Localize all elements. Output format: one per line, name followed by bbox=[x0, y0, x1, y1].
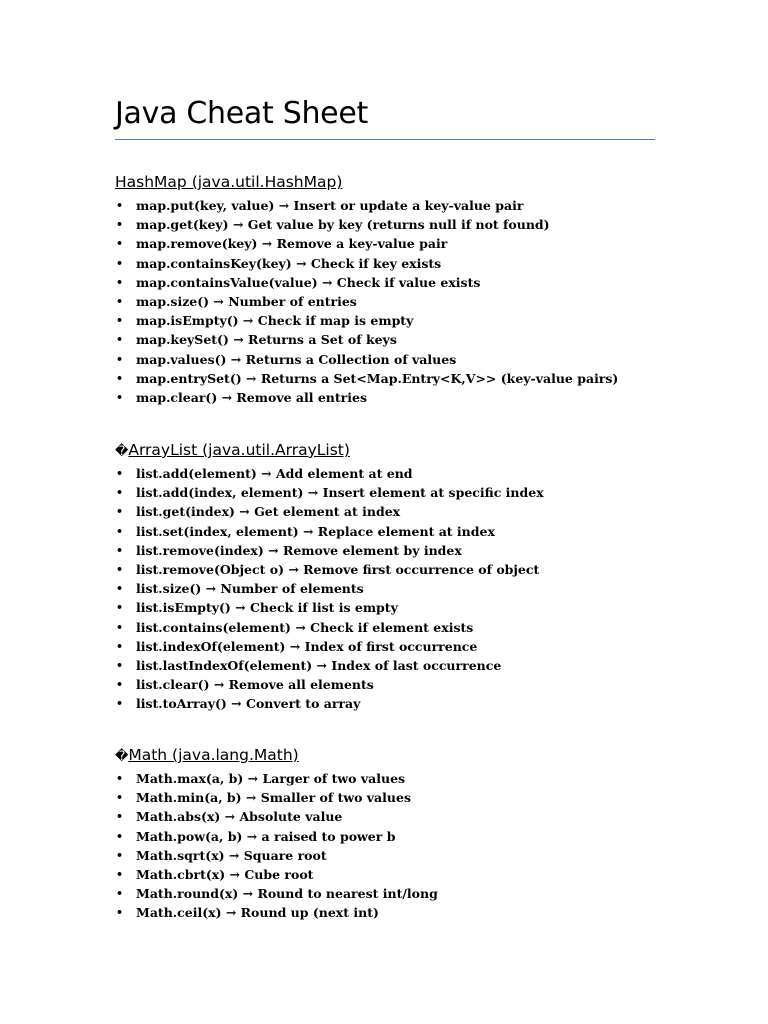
method-list-hashmap bbox=[115, 196, 675, 407]
list-item bbox=[115, 618, 675, 637]
list-item-text: list.contains(element) → Check if element exists bbox=[136, 619, 474, 635]
list-item-text: list.indexOf(element) → Index of first occurrence bbox=[136, 638, 478, 654]
list-item-text: map.clear() → Remove all entries bbox=[136, 389, 367, 405]
bullet-icon: • bbox=[116, 390, 124, 404]
section-emoji-icon: � bbox=[115, 444, 129, 459]
bullet-icon: • bbox=[116, 620, 124, 634]
list-item-text: map.containsValue(value) → Check if value exists bbox=[136, 274, 481, 290]
list-item bbox=[115, 502, 675, 521]
list-item-text: map.size() → Number of entries bbox=[136, 293, 357, 309]
list-item-text: map.isEmpty() → Check if map is empty bbox=[136, 313, 414, 329]
section-hashmap bbox=[115, 172, 675, 407]
list-item-text: map.entrySet() → Returns a Set<Map.Entry<K,V>> (key-value pairs) bbox=[136, 370, 619, 386]
list-item bbox=[115, 807, 675, 826]
bullet-icon: • bbox=[116, 601, 124, 615]
list-item bbox=[115, 350, 675, 369]
bullet-icon: • bbox=[116, 467, 124, 480]
bullet-icon: • bbox=[116, 639, 124, 653]
bullet-icon: • bbox=[116, 791, 124, 805]
list-item bbox=[115, 464, 675, 483]
bullet-icon: • bbox=[116, 256, 124, 270]
list-item-text: map.get(key) → Get value by key (returns null if not found) bbox=[136, 217, 550, 233]
bullet-icon: • bbox=[116, 678, 124, 692]
bullet-icon: • bbox=[116, 810, 124, 824]
bullet-icon: • bbox=[116, 697, 124, 711]
bullet-icon: • bbox=[116, 237, 124, 251]
list-item bbox=[115, 234, 675, 253]
list-item-text: map.containsKey(key) → Check if key exists bbox=[136, 255, 442, 271]
bullet-icon: • bbox=[116, 658, 124, 672]
list-item bbox=[115, 254, 675, 273]
list-item bbox=[115, 675, 675, 694]
bullet-icon: • bbox=[116, 314, 124, 328]
list-item-text: Math.ceil(x) → Round up (next int) bbox=[136, 905, 379, 921]
list-item bbox=[115, 522, 675, 541]
list-item bbox=[115, 330, 675, 349]
list-item bbox=[115, 769, 675, 788]
list-item-text: list.isEmpty() → Check if list is empty bbox=[136, 600, 398, 616]
bullet-icon: • bbox=[116, 524, 124, 538]
list-item bbox=[115, 388, 675, 407]
list-item-text: Math.max(a, b) → Larger of two values bbox=[136, 771, 406, 786]
bullet-icon: • bbox=[116, 352, 124, 366]
bullet-icon: • bbox=[116, 848, 124, 862]
list-item-text: list.remove(index) → Remove element by index bbox=[136, 542, 462, 558]
list-item bbox=[115, 541, 675, 560]
list-item-text: Math.pow(a, b) → a raised to power b bbox=[136, 828, 396, 844]
list-item bbox=[115, 483, 675, 502]
bullet-icon: • bbox=[116, 294, 124, 308]
list-item-text: map.put(key, value) → Insert or update a key-value pair bbox=[136, 198, 524, 213]
list-item-text: list.lastIndexOf(element) → Index of last occurrence bbox=[136, 657, 502, 673]
section-heading-text: HashMap (java.util.HashMap) bbox=[115, 173, 343, 191]
list-item bbox=[115, 196, 675, 215]
section-heading-text: ArrayList (java.util.ArrayList) bbox=[128, 441, 350, 459]
list-item bbox=[115, 827, 675, 846]
section-emoji-icon: � bbox=[115, 749, 129, 764]
list-item bbox=[115, 884, 675, 903]
section-heading-text: Math (java.lang.Math) bbox=[128, 746, 299, 764]
list-item bbox=[115, 273, 675, 292]
list-item-text: Math.abs(x) → Absolute value bbox=[136, 809, 343, 825]
method-list-math bbox=[115, 769, 675, 923]
title-divider bbox=[115, 139, 655, 140]
list-item-text: list.toArray() → Convert to array bbox=[136, 696, 361, 712]
list-item-text: Math.cbrt(x) → Cube root bbox=[136, 866, 314, 882]
bullet-icon: • bbox=[116, 371, 124, 385]
section-heading-hashmap bbox=[115, 172, 675, 192]
list-item bbox=[115, 369, 675, 388]
bullet-icon: • bbox=[116, 772, 124, 785]
bullet-icon: • bbox=[116, 199, 124, 212]
bullet-icon: • bbox=[116, 505, 124, 519]
list-item bbox=[115, 598, 675, 617]
bullet-icon: • bbox=[116, 887, 124, 901]
bullet-icon: • bbox=[116, 829, 124, 843]
list-item bbox=[115, 656, 675, 675]
list-item bbox=[115, 788, 675, 807]
section-heading-math bbox=[115, 745, 675, 765]
list-item bbox=[115, 560, 675, 579]
list-item bbox=[115, 903, 675, 922]
method-list-arraylist bbox=[115, 464, 675, 713]
page-title: Java Cheat Sheet bbox=[115, 96, 368, 131]
list-item-text: Math.sqrt(x) → Square root bbox=[136, 847, 327, 863]
list-item-text: list.get(index) → Get element at index bbox=[136, 504, 401, 520]
list-item bbox=[115, 215, 675, 234]
list-item-text: list.size() → Number of elements bbox=[136, 581, 364, 597]
list-item bbox=[115, 311, 675, 330]
bullet-icon: • bbox=[116, 275, 124, 289]
list-item bbox=[115, 865, 675, 884]
bullet-icon: • bbox=[116, 333, 124, 347]
section-arraylist bbox=[115, 440, 675, 713]
list-item-text: Math.min(a, b) → Smaller of two values bbox=[136, 790, 411, 806]
list-item-text: list.remove(Object o) → Remove first occurrence of object bbox=[136, 561, 540, 577]
bullet-icon: • bbox=[116, 562, 124, 576]
list-item-text: list.add(index, element) → Insert element at specific index bbox=[136, 485, 544, 501]
section-heading-arraylist bbox=[115, 440, 675, 460]
list-item bbox=[115, 292, 675, 311]
list-item-text: list.add(element) → Add element at end bbox=[136, 466, 413, 481]
list-item-text: map.values() → Returns a Collection of values bbox=[136, 351, 457, 367]
section-math bbox=[115, 745, 675, 923]
bullet-icon: • bbox=[116, 906, 124, 920]
list-item-text: Math.round(x) → Round to nearest int/long bbox=[136, 886, 438, 902]
bullet-icon: • bbox=[116, 218, 124, 232]
list-item bbox=[115, 694, 675, 713]
bullet-icon: • bbox=[116, 582, 124, 596]
bullet-icon: • bbox=[116, 543, 124, 557]
list-item-text: list.clear() → Remove all elements bbox=[136, 677, 374, 693]
list-item bbox=[115, 637, 675, 656]
list-item bbox=[115, 846, 675, 865]
list-item bbox=[115, 579, 675, 598]
list-item-text: list.set(index, element) → Replace element at index bbox=[136, 523, 495, 539]
list-item-text: map.remove(key) → Remove a key-value pair bbox=[136, 236, 448, 252]
list-item-text: map.keySet() → Returns a Set of keys bbox=[136, 332, 397, 348]
bullet-icon: • bbox=[116, 486, 124, 500]
bullet-icon: • bbox=[116, 867, 124, 881]
